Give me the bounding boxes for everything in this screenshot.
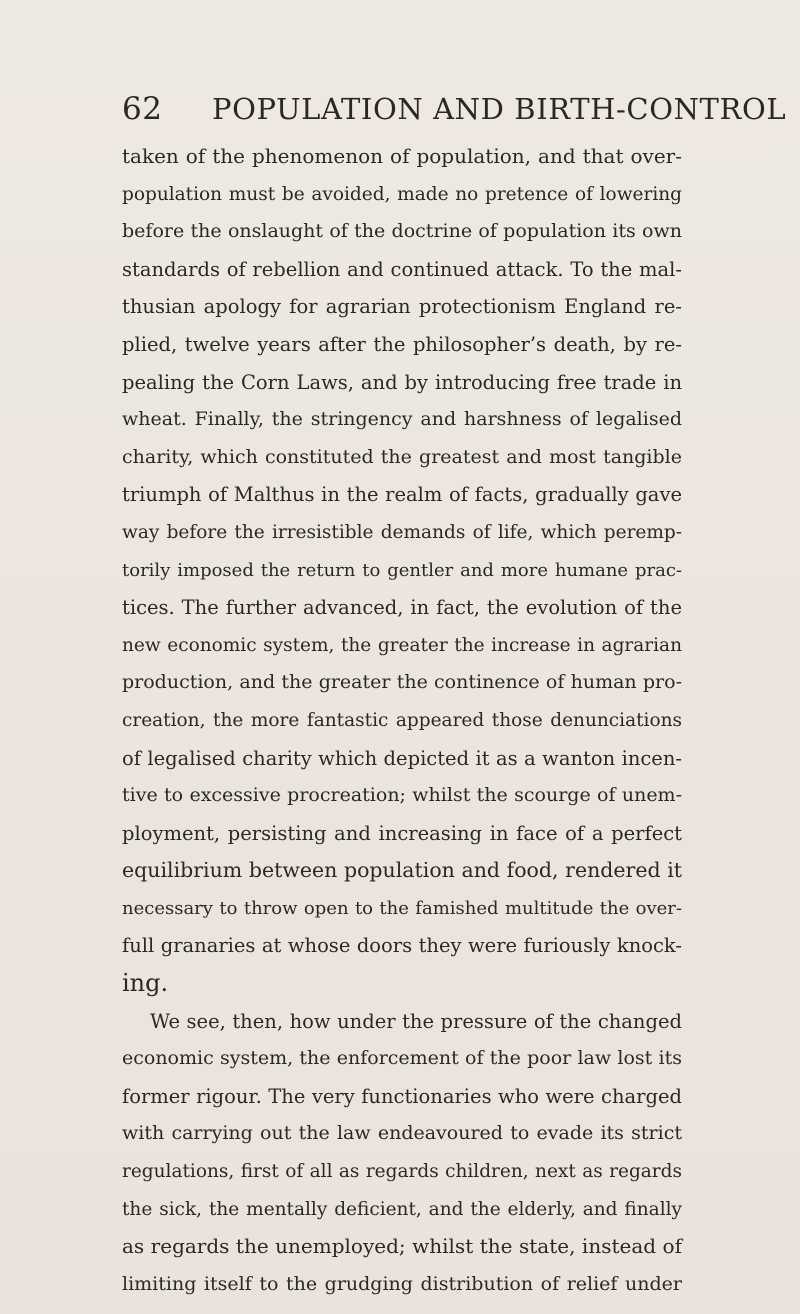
paragraph-2 <box>122 1003 682 1304</box>
body-text <box>122 138 682 1303</box>
text-line: wheat. Finally, the stringency and harshness of legalised <box>122 408 682 431</box>
text-line: ing. <box>122 969 169 998</box>
page-header <box>122 84 787 134</box>
text-line: thusian apology for agrarian protectionism England re- <box>122 295 682 319</box>
text-line: necessary to throw open to the famished multitude the over- <box>122 897 682 919</box>
text-line: with carrying out the law endeavoured to evade its strict <box>122 1122 682 1145</box>
text-line: population must be avoided, made no pretence of lowering <box>122 183 682 205</box>
text-line: former rigour. The very functionaries who were charged <box>122 1084 682 1108</box>
text-line: ployment, persisting and increasing in face of a perfect <box>122 821 682 845</box>
text-line: triumph of Malthus in the realm of facts, gradually gave <box>122 483 682 507</box>
text-line: of legalised charity which depicted it as a wanton incen- <box>122 746 682 770</box>
running-title: POPULATION AND BIRTH-CONTROL <box>212 92 787 126</box>
text-line: equilibrium between population and food, rendered it <box>122 858 682 883</box>
text-line: limiting itself to the grudging distribution of relief under <box>122 1272 682 1295</box>
text-line: way before the irresistible demands of life, which peremp- <box>122 521 682 543</box>
text-line: We see, then, how under the pressure of the changed <box>150 1009 682 1033</box>
text-line: charity, which constituted the greatest and most tangible <box>122 445 682 468</box>
text-line: standards of rebellion and continued attack. To the mal- <box>122 257 682 281</box>
text-line: torily imposed the return to gentler and more humane prac- <box>122 559 682 581</box>
text-line: new economic system, the greater the increase in agrarian <box>122 634 682 656</box>
text-line: tices. The further advanced, in fact, the evolution of the <box>122 596 682 620</box>
text-line: the sick, the mentally deficient, and the elderly, and finally <box>122 1198 682 1220</box>
text-line: full granaries at whose doors they were furiously knock- <box>122 934 682 958</box>
text-line: taken of the phenomenon of population, and that over- <box>122 144 682 168</box>
text-line: plied, twelve years after the philosopher’s death, by re- <box>122 332 682 356</box>
text-line: pealing the Corn Laws, and by introducing free trade in <box>122 370 682 394</box>
page-number: 62 <box>122 91 163 127</box>
text-line: before the onslaught of the doctrine of population its own <box>122 220 682 243</box>
paragraph-1 <box>122 138 682 1003</box>
text-line: as regards the unemployed; whilst the state, instead of <box>122 1234 682 1259</box>
text-line: economic system, the enforcement of the poor law lost its <box>122 1047 682 1070</box>
text-line: tive to excessive procreation; whilst the scourge of unem- <box>122 784 682 807</box>
text-line: creation, the more fantastic appeared those denunciations <box>122 709 682 731</box>
text-line: production, and the greater the continence of human pro- <box>122 671 682 694</box>
text-line: regulations, first of all as regards children, next as regards <box>122 1161 682 1183</box>
